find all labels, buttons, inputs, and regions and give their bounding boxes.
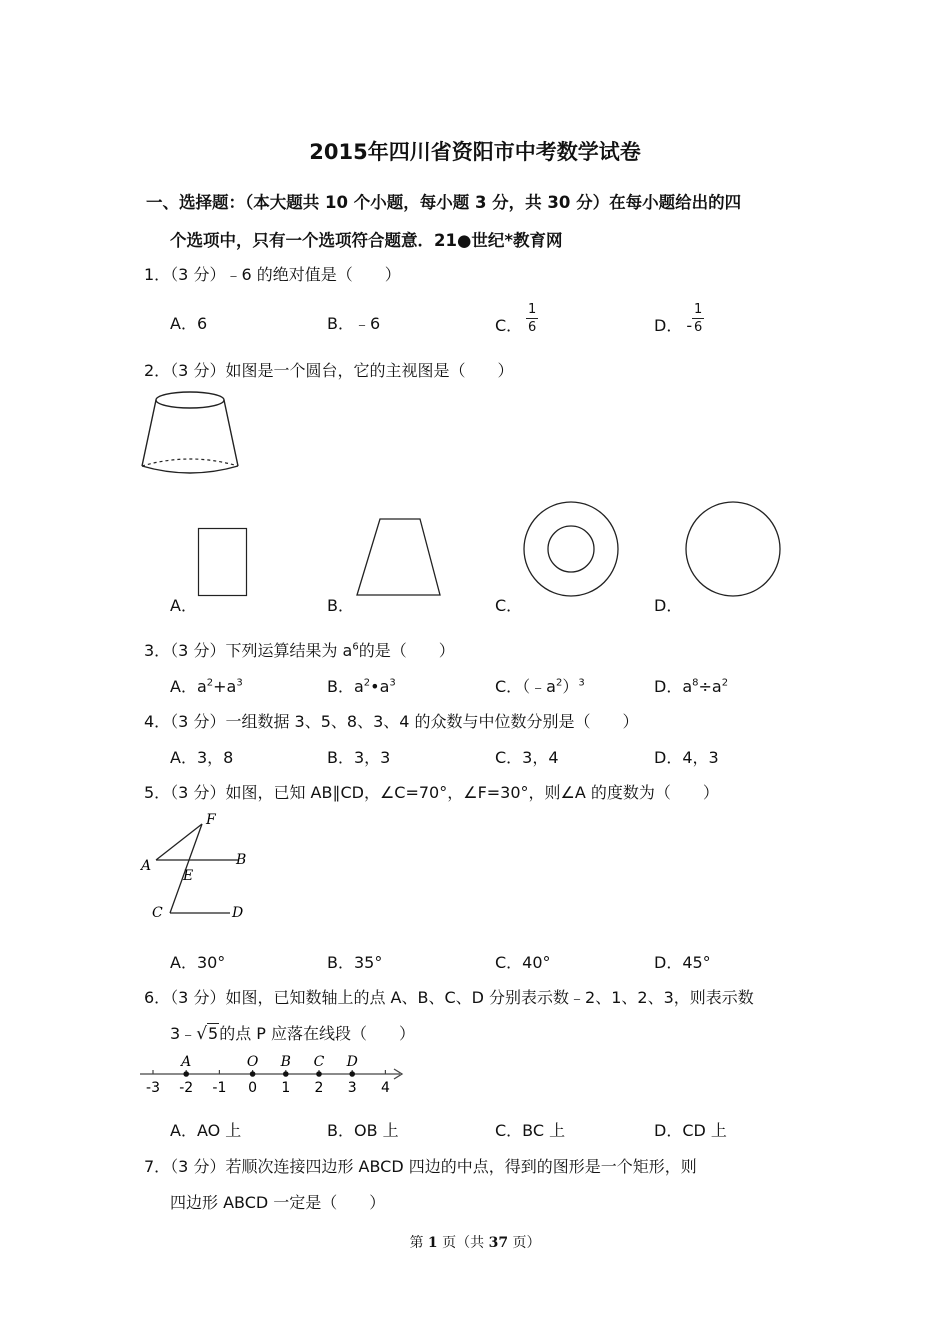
tick-label-group — [146, 1080, 390, 1096]
tick-label: 2 — [314, 1080, 324, 1096]
point-dot-b — [283, 1071, 289, 1077]
question-1-stem: 1．（3 分）﹣6 的绝对值是（ ） — [144, 265, 401, 284]
label-c: C — [152, 905, 163, 921]
rectangle-view — [198, 528, 248, 596]
question-2-option-a[interactable]: A． — [170, 596, 197, 615]
tick-label: -2 — [179, 1080, 194, 1096]
tick-label: 0 — [248, 1080, 258, 1096]
point-label-c: C — [313, 1054, 325, 1070]
section-heading-line2: 个选项中，只有一个选项符合题意．21●世纪*教育网 — [170, 231, 563, 250]
question-3-option-d[interactable]: D．$a^8\div a^2$ — [654, 677, 729, 696]
label-b: B — [236, 852, 247, 868]
question-3-option-b[interactable]: B．$a^2•a^3$ — [327, 677, 396, 696]
label-e: E — [183, 868, 194, 884]
point-label-a: A — [181, 1054, 192, 1070]
fraction-one-sixth: $\frac{1}{6}$ — [693, 302, 703, 335]
question-7-stem-line2: 四边形 ABCD 一定是（ ） — [170, 1193, 386, 1212]
question-6-option-b[interactable]: B．OB 上 — [327, 1121, 399, 1140]
question-1-option-a[interactable]: A．6 — [170, 314, 208, 333]
frustum-figure — [138, 388, 242, 478]
question-1-option-d[interactable] — [654, 303, 704, 334]
question-2-option-d[interactable]: D． — [654, 596, 683, 615]
section-heading-line1: 一、选择题：（本大题共 10 个小题，每小题 3 分，共 30 分）在每小题给出的四 — [146, 193, 742, 212]
current-page: 1 — [427, 1235, 438, 1251]
point-dot-c — [316, 1071, 322, 1077]
point-dot-o — [250, 1071, 256, 1077]
point-label-b: B — [280, 1054, 291, 1070]
point-label-o: O — [246, 1054, 259, 1070]
point-label-d: D — [346, 1054, 358, 1070]
question-4-option-b[interactable]: B．3，3 — [327, 748, 391, 767]
circle-view — [684, 500, 782, 598]
label-f: F — [206, 812, 216, 828]
question-6-stem-line2: 3﹣√5的点 P 应落在线段（ ） — [170, 1024, 416, 1044]
label-a: A — [141, 858, 152, 874]
point-dot-a — [183, 1071, 189, 1077]
question-1-option-b[interactable]: B．﹣6 — [327, 314, 381, 333]
label-d: D — [232, 905, 244, 921]
question-3-option-a[interactable]: A．$a^2+a^3$ — [170, 677, 243, 696]
option-c-label: C． — [495, 316, 523, 335]
sqrt-symbol: √ — [196, 1024, 208, 1044]
question-6-option-c[interactable]: C．BC 上 — [495, 1121, 566, 1140]
total-pages: 37 — [488, 1235, 509, 1251]
tick-label: 4 — [380, 1080, 390, 1096]
trapezoid-view — [356, 518, 442, 596]
tick-label: 1 — [281, 1080, 291, 1096]
radicand: 5 — [208, 1024, 219, 1043]
question-6-stem: 6．（3 分）如图，已知数轴上的点 A、B、C、D 分别表示数﹣2、1、2、3，则表示数 — [144, 988, 754, 1007]
option-d-label: D． — [654, 316, 683, 335]
page-title: 2015年四川省资阳市中考数学试卷 — [309, 140, 641, 164]
question-2-stem: 2．（3 分）如图是一个圆台，它的主视图是（ ） — [144, 361, 514, 380]
question-4-option-c[interactable]: C．3，4 — [495, 748, 559, 767]
question-1-option-c[interactable] — [495, 303, 538, 334]
question-4-stem: 4．（3 分）一组数据 3、5、8、3、4 的众数与中位数分别是（ ） — [144, 712, 639, 731]
question-3-stem: 3．（3 分）下列运算结果为 $a^6$的是（ ） — [144, 641, 455, 660]
number-line-figure — [138, 1050, 408, 1100]
question-7-stem: 7．（3 分）若顺次连接四边形 ABCD 四边的中点，得到的图形是一个矩形，则 — [144, 1157, 697, 1176]
fraction-one-sixth: $\frac{1}{6}$ — [528, 302, 537, 335]
question-4-option-a[interactable]: A．3，8 — [170, 748, 234, 767]
negative-sign: - — [686, 316, 693, 335]
question-5-stem: 5．（3 分）如图，已知 AB∥CD，∠C=70°，∠F=30°，则∠A 的度数为（ ） — [144, 783, 719, 802]
question-3-option-c[interactable]: C．$(﹣a^2)^3$ — [495, 677, 585, 696]
point-dot-d — [349, 1071, 355, 1077]
question-5-option-b[interactable]: B．35° — [327, 953, 383, 972]
tick-label: 3 — [347, 1080, 357, 1096]
parallel-lines-figure — [138, 810, 258, 925]
question-5-option-c[interactable]: C．40° — [495, 953, 551, 972]
question-4-option-d[interactable]: D．4，3 — [654, 748, 719, 767]
tick-label: -3 — [146, 1080, 160, 1096]
question-5-option-a[interactable]: A．30° — [170, 953, 226, 972]
tick-label: -1 — [212, 1080, 227, 1096]
question-6-option-a[interactable]: A．AO 上 — [170, 1121, 242, 1140]
concentric-circles-view — [522, 500, 620, 598]
question-5-option-d[interactable]: D．45° — [654, 953, 711, 972]
question-6-option-d[interactable]: D．CD 上 — [654, 1121, 727, 1140]
question-2-option-b[interactable]: B． — [327, 596, 354, 615]
page-footer: 第 1 页（共 37 页） — [409, 1235, 541, 1251]
question-2-option-c[interactable]: C． — [495, 596, 523, 615]
